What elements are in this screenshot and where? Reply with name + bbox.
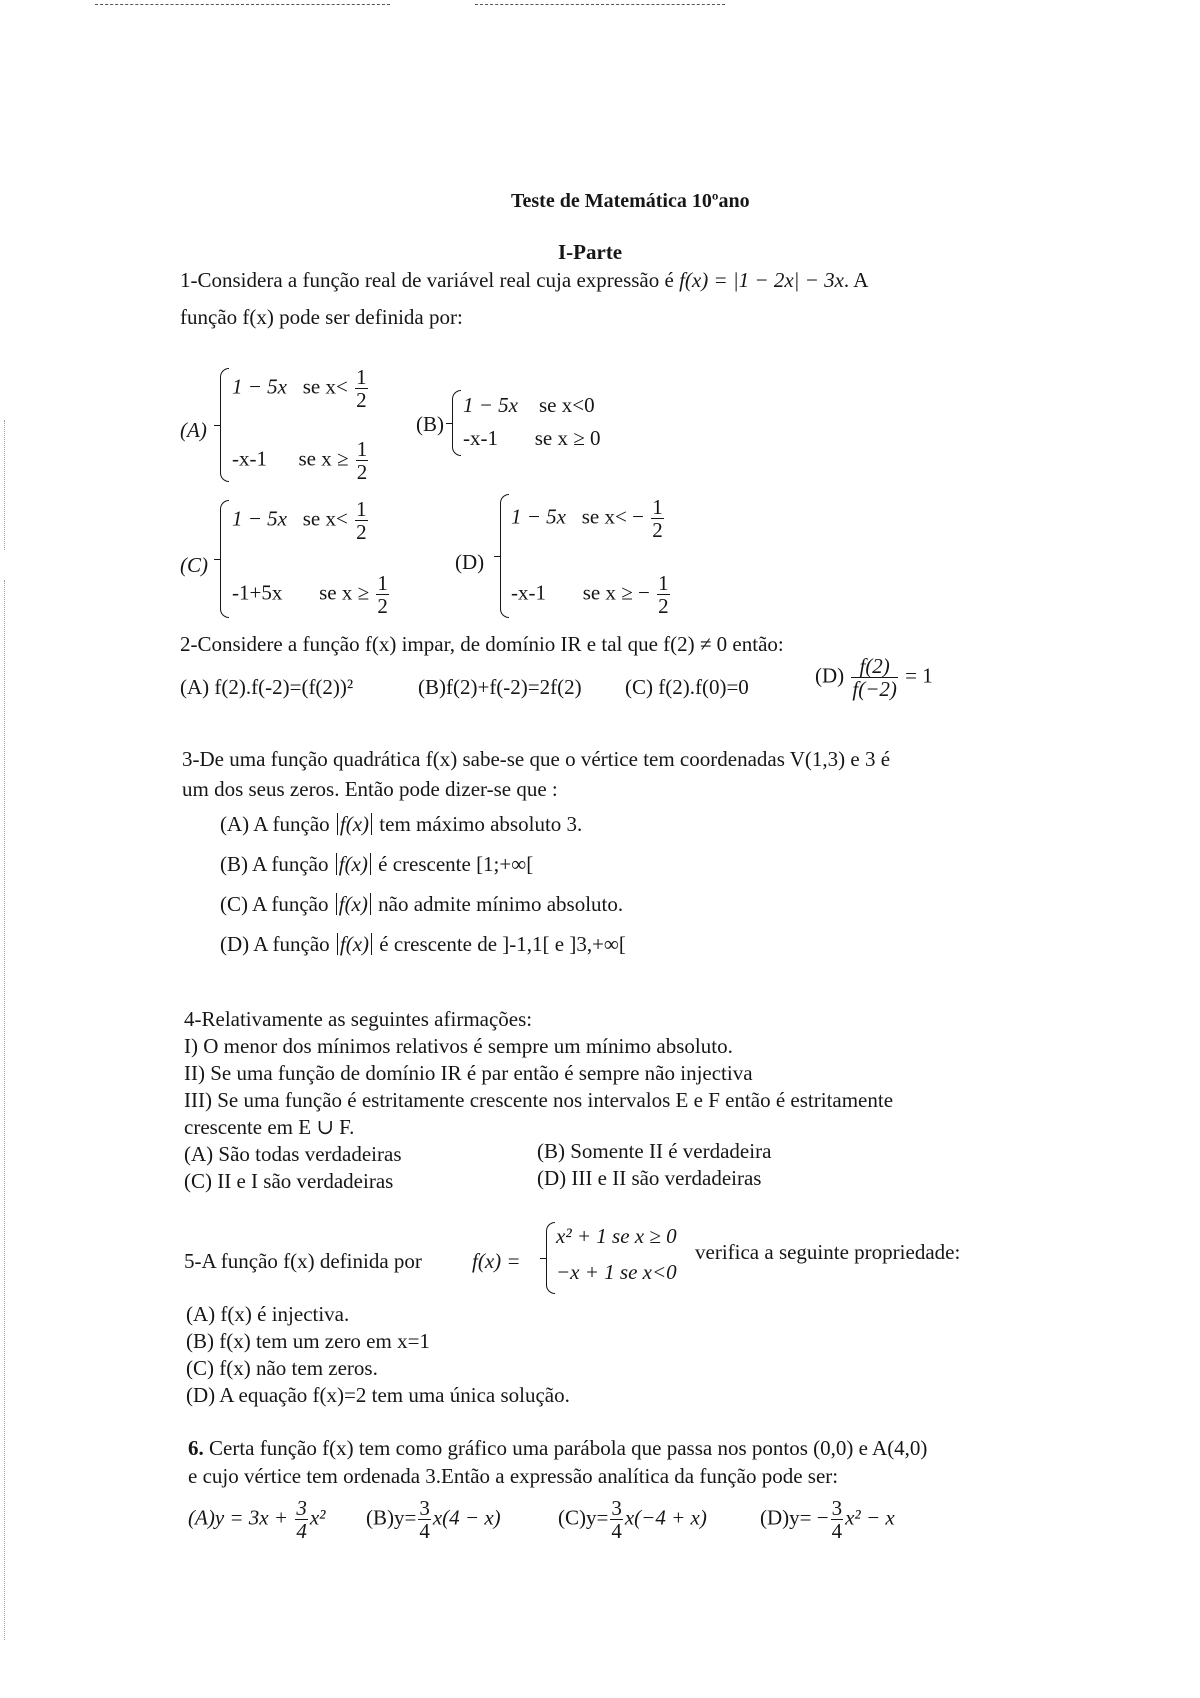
- piece-row: x² + 1 se x ≥ 0: [556, 1224, 677, 1248]
- scan-artifact-line: [95, 4, 390, 5]
- option-text: x² − x: [845, 1505, 895, 1530]
- q3-option-d: [220, 932, 626, 956]
- q6-stem-line2: e cujo vértice tem ordenada 3.Então a expressão analítica da função pode ser:: [188, 1464, 839, 1488]
- abs-bar: [337, 933, 338, 955]
- q1-option-a-label: (A): [180, 418, 207, 442]
- piece-cond: se x<: [302, 506, 348, 531]
- page-title: Teste de Matemática 10ºano: [511, 190, 750, 212]
- piece-cond: se x<: [302, 374, 348, 399]
- q1-option-b-row2: [463, 426, 601, 450]
- q4-stem: 4-Relativamente as seguintes afirmações:: [184, 1007, 533, 1031]
- q3-stem-line1: 3-De uma função quadrática f(x) sabe-se que o vértice tem coordenadas V(1,3) e 3 é: [182, 747, 891, 771]
- q5-option-d: (D) A equação f(x)=2 tem uma única solução.: [186, 1383, 570, 1407]
- q2-option-d: [815, 655, 933, 700]
- q6-option-d: [760, 1497, 895, 1542]
- q6-number: 6.: [188, 1436, 204, 1460]
- q4-statement-1: I) O menor dos mínimos relativos é sempre um mínimo absoluto.: [184, 1034, 733, 1058]
- q1-stem-text: 1-Considera a função real de variável real cuja expressão é: [180, 268, 674, 292]
- q5-stem-post: verifica a seguinte propriedade:: [695, 1240, 961, 1264]
- option-text: x(4 − x): [432, 1505, 501, 1530]
- piece-cond: se x ≥: [298, 446, 349, 471]
- option-text: é crescente [1;+∞[: [378, 852, 534, 876]
- q1-option-d-brace: [500, 494, 509, 618]
- piece-cond: se x<0: [539, 393, 595, 417]
- q1-option-b-row1: [463, 393, 595, 417]
- option-text: (C) A função: [220, 892, 329, 916]
- piece-expr: 1 − 5x: [232, 374, 287, 399]
- option-text: (B) A função: [220, 852, 329, 876]
- piece-expr: 1 − 5x: [511, 504, 566, 529]
- piece-cond: se x ≥ 0: [534, 426, 601, 450]
- abs-bar: [371, 813, 372, 835]
- q5-option-c: (C) f(x) não tem zeros.: [186, 1356, 378, 1380]
- q1-option-c-row1: [232, 498, 370, 543]
- q4-statement-2: II) Se uma função de domínio IR é par então é sempre não injectiva: [184, 1061, 753, 1085]
- q1-stem-tail: . A: [843, 268, 869, 292]
- q5-fx-eq: f(x) =: [472, 1249, 521, 1273]
- fraction: $\frac{1}{2}$: [356, 497, 367, 545]
- q4-statement-3a: III) Se uma função é estritamente crescente nos intervalos E e F então é estritamente: [184, 1088, 894, 1112]
- q1-option-d-label: (D): [455, 550, 485, 574]
- q5-stem-pre: 5-A função f(x) definida por: [184, 1249, 422, 1273]
- abs-bar: [336, 893, 337, 915]
- piece-cond: se x< −: [581, 504, 644, 529]
- q1-option-a-row2: [232, 438, 370, 483]
- fraction: $\frac{1}{2}$: [377, 571, 388, 619]
- fraction: $\frac{f(2)}{f(-2)}$: [852, 654, 897, 702]
- fraction: $\frac{1}{2}$: [356, 437, 368, 485]
- q5-option-b: (B) f(x) tem um zero em x=1: [186, 1329, 430, 1353]
- q3-stem-line2: um dos seus zeros. Então pode dizer-se que :: [182, 777, 558, 801]
- q3-option-a: [220, 812, 582, 836]
- fraction: $\frac{3}{4}$: [419, 1496, 430, 1544]
- fraction: $\frac{3}{4}$: [831, 1496, 843, 1544]
- q6-stem-line1: [188, 1436, 927, 1460]
- option-text: não admite mínimo absoluto.: [378, 892, 624, 916]
- option-text: x(−4 + x): [624, 1505, 707, 1530]
- q5-piece-row1: [556, 1224, 677, 1248]
- q1-option-c-row2: [232, 572, 391, 617]
- fx: f(x): [338, 892, 368, 916]
- q2-option-c: (C) f(2).f(0)=0: [625, 675, 749, 699]
- q6-option-b: [366, 1497, 501, 1542]
- q1-stem: [180, 268, 868, 292]
- q1-option-d-row2: [511, 572, 672, 617]
- q1-option-b-label: (B): [416, 412, 444, 436]
- q1-option-c-label: (C): [180, 553, 208, 577]
- scan-margin-mark: [4, 580, 5, 1640]
- option-text: (D)y= −: [760, 1505, 829, 1530]
- q4-option-d: (D) III e II são verdadeiras: [537, 1166, 762, 1190]
- option-label: (D): [815, 663, 845, 688]
- q5-option-a: (A) f(x) é injectiva.: [186, 1302, 350, 1326]
- fraction: $\frac{1}{2}$: [356, 365, 367, 413]
- piece-expr: -x-1: [511, 580, 546, 605]
- abs-bar: [337, 813, 338, 835]
- q4-option-b: (B) Somente II é verdadeira: [537, 1139, 772, 1163]
- q1-option-d-row1: [511, 496, 666, 541]
- fx: f(x): [339, 812, 370, 836]
- q1-expression: f(x) = |1 − 2x| − 3x: [679, 268, 844, 292]
- q3-option-b: [220, 852, 533, 876]
- piece-expr: 1 − 5x: [463, 393, 518, 417]
- option-text: é crescente de ]-1,1[ e ]3,+∞[: [379, 932, 626, 956]
- q4-statement-3b: crescente em E ∪ F.: [184, 1115, 355, 1139]
- option-text: (B)y=: [366, 1505, 417, 1530]
- q4-option-c: (C) II e I são verdadeiras: [184, 1169, 394, 1193]
- q6-option-a: [188, 1497, 325, 1542]
- q2-stem: 2-Considere a função f(x) impar, de domínio IR e tal que f(2) ≠ 0 então:: [180, 632, 784, 656]
- q1-stem-line2: função f(x) pode ser definida por:: [180, 305, 463, 329]
- abs-bar: [370, 853, 371, 875]
- option-text: (A)y = 3x +: [188, 1505, 289, 1530]
- fx: f(x): [339, 932, 370, 956]
- q5-brace: [546, 1222, 555, 1294]
- q1-option-a-row1: [232, 366, 370, 411]
- piece-row: −x + 1 se x<0: [556, 1260, 677, 1284]
- q1-option-c-brace: [220, 500, 229, 618]
- equals-one: = 1: [905, 663, 933, 688]
- piece-expr: -x-1: [463, 426, 498, 450]
- fraction: $\frac{1}{2}$: [652, 495, 663, 543]
- q6-option-c: [558, 1497, 707, 1542]
- piece-cond: se x ≥ −: [582, 580, 650, 605]
- fraction: $\frac{3}{4}$: [611, 1496, 622, 1544]
- q1-option-a-brace: [220, 368, 229, 482]
- scan-margin-mark: [4, 420, 5, 550]
- fraction: $\frac{3}{4}$: [296, 1496, 307, 1544]
- abs-bar: [371, 933, 372, 955]
- option-text: (D) A função: [220, 932, 330, 956]
- option-text: x²: [309, 1505, 326, 1530]
- q4-option-a: (A) São todas verdadeiras: [184, 1142, 402, 1166]
- option-text: (C)y=: [558, 1505, 609, 1530]
- option-text: tem máximo absoluto 3.: [379, 812, 583, 836]
- q3-option-c: [220, 892, 623, 916]
- piece-expr: -x-1: [232, 446, 267, 471]
- piece-expr: -1+5x: [232, 580, 283, 605]
- piece-expr: 1 − 5x: [232, 506, 287, 531]
- fraction: $\frac{1}{2}$: [658, 571, 669, 619]
- piece-cond: se x ≥: [319, 580, 370, 605]
- q6-stem-text: Certa função f(x) tem como gráfico uma parábola que passa nos pontos (0,0) e A(4,0): [209, 1436, 928, 1460]
- q2-option-a: (A) f(2).f(-2)=(f(2))²: [180, 675, 354, 699]
- q5-piece-row2: [556, 1260, 677, 1284]
- part-heading: I-Parte: [558, 240, 623, 264]
- q2-option-b: (B)f(2)+f(-2)=2f(2): [418, 675, 582, 699]
- fx: f(x): [338, 852, 368, 876]
- q1-option-b-brace: [452, 390, 461, 456]
- scan-artifact-line: [475, 4, 725, 5]
- abs-bar: [336, 853, 337, 875]
- option-text: (A) A função: [220, 812, 330, 836]
- abs-bar: [370, 893, 371, 915]
